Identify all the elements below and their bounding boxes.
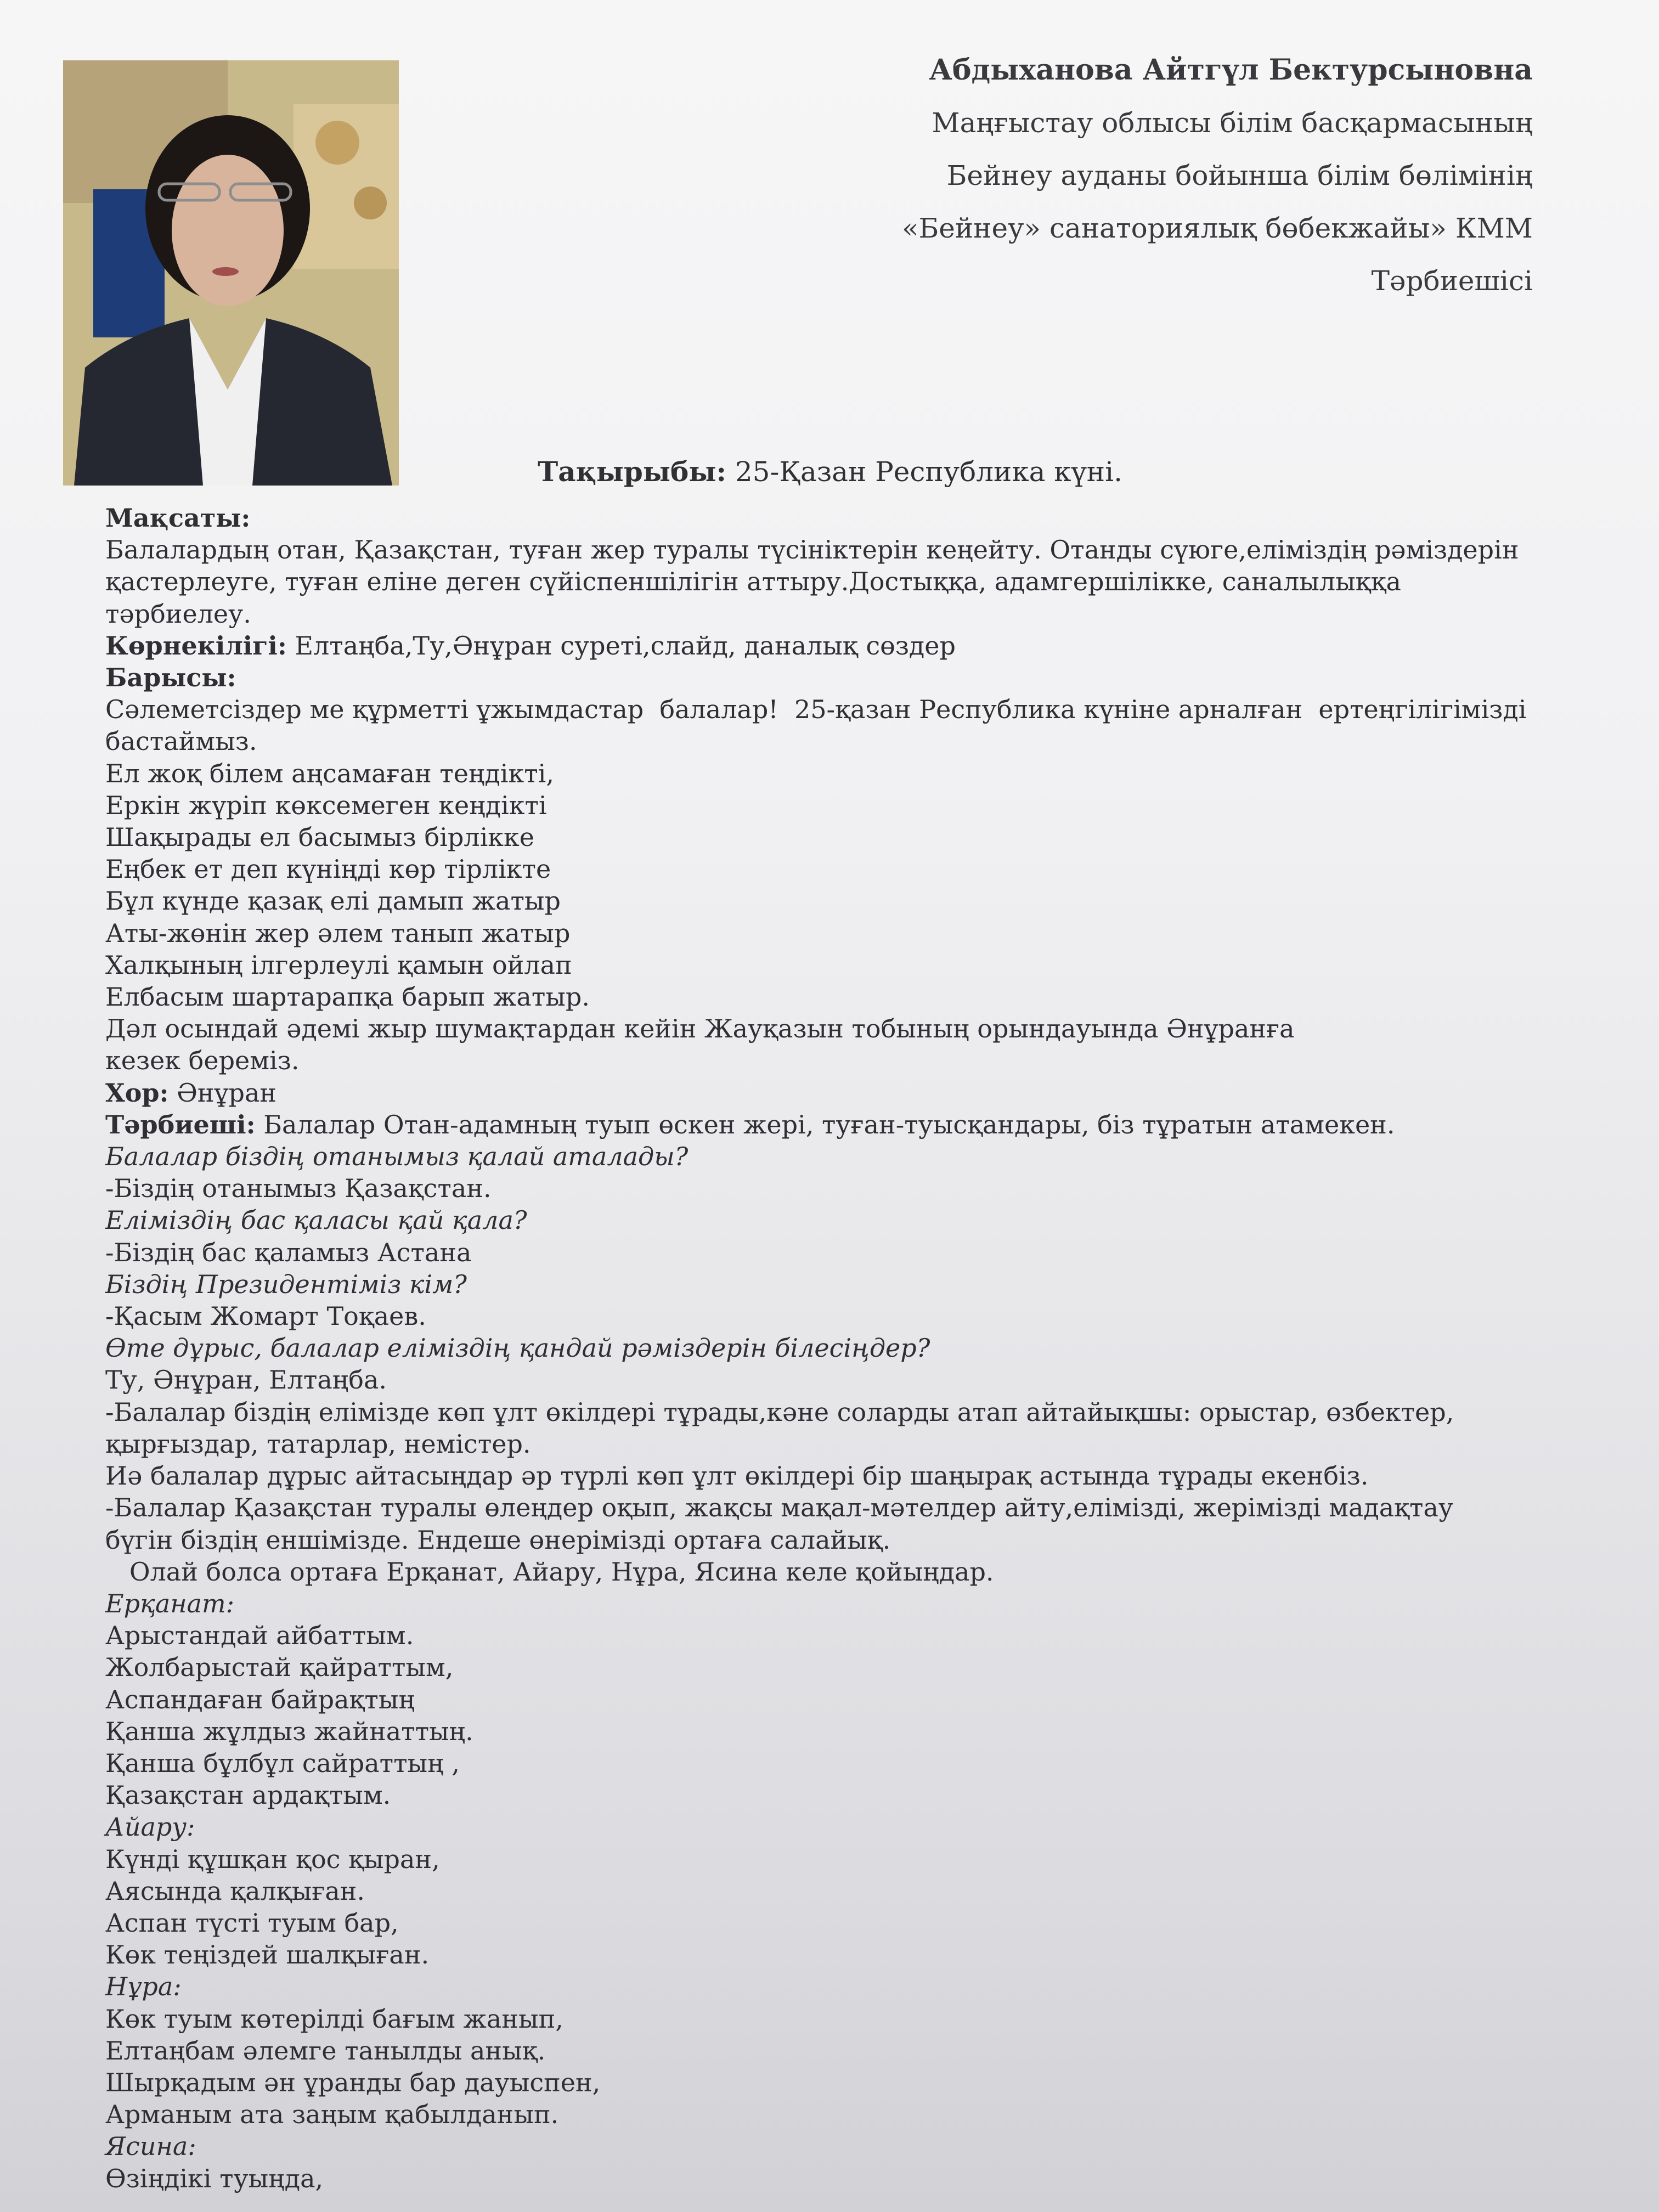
verse-line: Аясында қалқыған. — [105, 1876, 365, 1906]
author-header — [902, 44, 1533, 307]
question: Біздің Президентіміз кім? — [105, 1269, 467, 1299]
poems-intro-text-1: -Балалар Қазақстан туралы өлеңдер оқып, жақсы мақал-мәтелдер айту,елімізді, жерімізді мадақтау — [105, 1493, 1453, 1523]
verse-line: Аспандаған байрақтың — [105, 1684, 415, 1714]
poem-line: Шақырады ел басымыз бірлікке — [105, 822, 534, 853]
process-label: Барысы: — [105, 663, 236, 693]
after-poem-text-2: кезек береміз. — [105, 1046, 300, 1076]
nations-text-2: қырғыздар, татарлар, немістер. — [105, 1429, 531, 1459]
answer: -Қасым Жомарт Тоқаев. — [105, 1301, 426, 1331]
verse-line: Қанша жұлдыз жайнаттың. — [105, 1716, 473, 1746]
greeting-text-1: Сәлеметсіздер ме құрметті ұжымдастар балалар! 25-қазан Республика күніне арналған ертеңгілігімізді — [105, 695, 1527, 725]
verse-line: Көк теңіздей шалқыған. — [105, 1940, 430, 1970]
header-line-4: Тәрбиешісі — [1371, 265, 1533, 297]
nations-text-1: -Балалар біздің елімізде көп ұлт өкілдері тұрады,кәне соларды атап айтайықшы: орыстар, өзбектер, — [105, 1397, 1454, 1427]
poem-line: Ел жоқ білем аңсамаған теңдікті, — [105, 758, 555, 788]
teacher-text: Балалар Отан-адамның туып өскен жері, туған-туысқандары, біз тұратын атамекен. — [255, 1109, 1395, 1139]
answer: -Біздің бас қаламыз Астана — [105, 1237, 472, 1267]
topic-text: 25-Қазан Республика күні. — [726, 456, 1122, 488]
topic-label: Тақырыбы: — [538, 455, 726, 488]
verse-line: Қазақстан ардақтым. — [105, 1780, 391, 1810]
header-line-2: Бейнеу ауданы бойынша білім бөлімінің — [946, 160, 1533, 191]
poem-line: Бұл күнде қазақ елі дамып жатыр — [105, 886, 561, 916]
greeting-text-2: бастаймыз. — [105, 726, 257, 757]
poem-line: Еңбек ет деп күніңді көр тірлікте — [105, 854, 551, 884]
question: Балалар біздің отанымыз қалай аталады? — [105, 1142, 689, 1172]
visual-label: Көрнекілігі: — [105, 630, 287, 661]
verse-line: Елтаңбам әлемге танылды анық. — [105, 2035, 546, 2066]
question: Еліміздің бас қаласы қай қала? — [105, 1205, 527, 1235]
verse-line: Қанша бұлбұл сайраттың , — [105, 1748, 460, 1778]
verse-line: Жолбарыстай қайраттым, — [105, 1652, 454, 1683]
reader-name: Айару: — [105, 1812, 195, 1842]
header-line-1: Маңғыстау облысы білім басқармасының — [932, 107, 1533, 139]
answer: Ту, Әнұран, Елтаңба. — [105, 1365, 387, 1395]
verse-line: Көк туым көтерілді бағым жанып, — [105, 2004, 563, 2034]
poem-line: Аты-жөнін жер әлем танып жатыр — [105, 918, 571, 948]
choir-label: Хор: — [105, 1077, 169, 1108]
reader-name: Ерқанат: — [105, 1588, 235, 1618]
goal-text-2: қастерлеуге, туған еліне деген сүйіспеншілігін аттыру.Достыққа, адамгершілікке, саналылыққа — [105, 567, 1401, 597]
verse-line: Аспан түсті туым бар, — [105, 1908, 399, 1938]
choir-text: Әнұран — [168, 1077, 277, 1108]
header-line-3: «Бейнеу» санаториялық бөбекжайы» КММ — [901, 212, 1533, 244]
poem-line: Еркін жүріп көксемеген кеңдікті — [105, 790, 547, 820]
verse-line: Күнді құшқан қос қыран, — [105, 1844, 440, 1874]
topic-line — [538, 455, 1122, 488]
author-name: Абдыханова Айтгүл Бектурсыновна — [929, 53, 1533, 87]
teacher-label: Тәрбиеші: — [105, 1109, 256, 1139]
poems-intro-text-2: бүгін біздің еншімізде. Ендеше өнерімізді ортаға салайық. — [105, 1525, 891, 1555]
document-body — [105, 502, 1527, 2194]
reader-name: Ясина: — [105, 2131, 196, 2162]
reader-name: Нұра: — [105, 1972, 182, 2002]
poem-line: Халқының ілгерлеулі қамын ойлап — [105, 950, 572, 980]
unity-text: Иә балалар дұрыс айтасыңдар әр түрлі көп ұлт өкілдері бір шаңырақ астында тұрады екенбіз. — [105, 1461, 1369, 1491]
goal-label: Мақсаты: — [105, 503, 251, 533]
answer: -Біздің отанымыз Қазақстан. — [105, 1173, 492, 1204]
poem-line: Елбасым шартарапқа барып жатыр. — [105, 982, 590, 1012]
portrait-photo — [63, 60, 399, 486]
verse-line: Шырқадым ән ұранды бар дауыспен, — [105, 2067, 601, 2097]
after-poem-text-1: Дәл осындай әдемі жыр шумақтардан кейін Жауқазын тобының орындауында Әнұранға — [105, 1014, 1295, 1044]
visual-text: Елтаңба,Ту,Әнұран суреті,слайд, даналық сөздер — [286, 630, 956, 661]
verse-line: Арманым ата заңым қабылданып. — [105, 2100, 559, 2130]
goal-text-3: тәрбиелеу. — [105, 599, 251, 629]
question: Өте дұрыс, балалар еліміздің қандай рәміздерін білесіңдер? — [105, 1333, 930, 1363]
goal-text-1: Балалардың отан, Қазақстан, туған жер туралы түсініктерін кеңейту. Отанды сүюге,еліміздің рәміздерін — [105, 535, 1519, 565]
invite-text: Олай болса ортаға Ерқанат, Айару, Нұра, Ясина келе қойыңдар. — [105, 1556, 994, 1587]
verse-line: Өзіңдікі туыңда, — [105, 2163, 324, 2193]
verse-line: Арыстандай айбаттым. — [105, 1621, 414, 1651]
